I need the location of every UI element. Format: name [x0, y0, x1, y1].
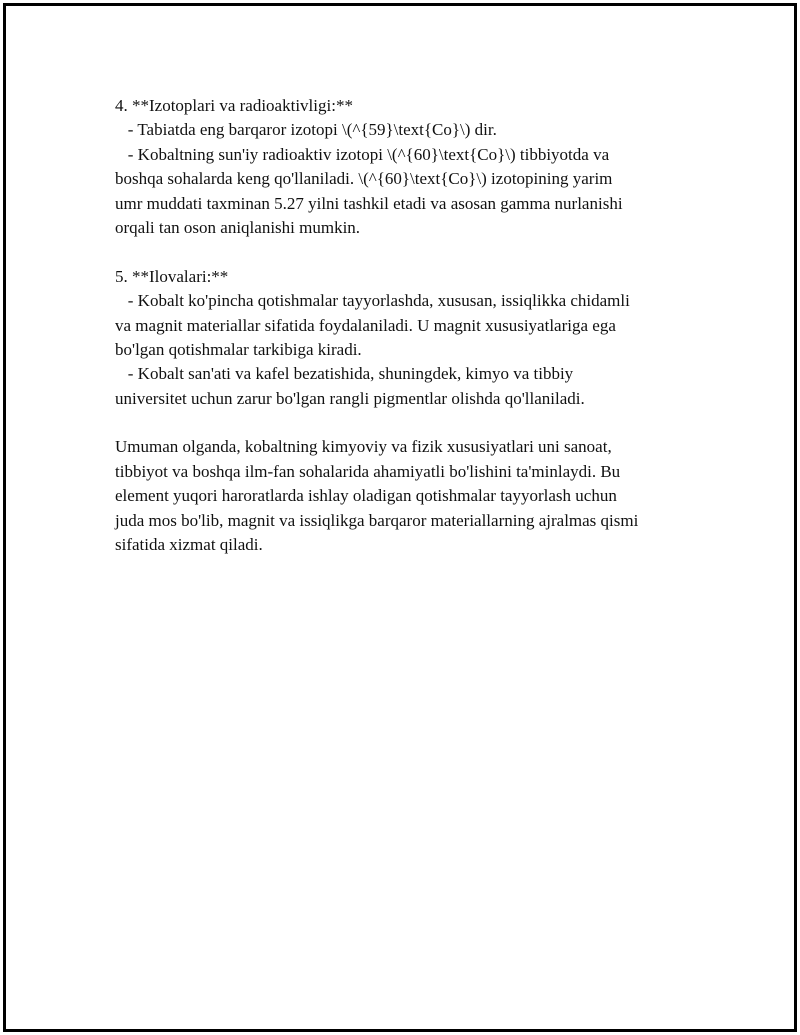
text-line: bo'lgan qotishmalar tarkibiga kiradi.	[115, 339, 362, 359]
section-isotopes	[115, 94, 715, 240]
text-line: orqali tan oson aniqlanishi mumkin.	[115, 217, 361, 237]
text-line: - Tabiatda eng barqaror izotopi \(^{59}\text{Co}\) dir.	[115, 120, 497, 140]
text-line: va magnit materiallar sifatida foydalaniladi. U magnit xususiyatlariga ega	[115, 315, 616, 335]
text-line: umr muddati taxminan 5.27 yilni tashkil etadi va asosan gamma nurlanishi	[115, 193, 623, 213]
paragraph-spacer	[115, 411, 715, 435]
text-line: - Kobalt san'ati va kafel bezatishida, shuningdek, kimyo va tibbiy	[115, 364, 574, 384]
text-line: Umuman olganda, kobaltning kimyoviy va fizik xususiyatlari uni sanoat,	[115, 437, 612, 457]
section-heading-isotopes: 4. **Izotoplari va radioaktivligi:**	[115, 96, 353, 115]
section-heading-applications: 5. **Ilovalari:**	[115, 266, 229, 286]
text-line: boshqa sohalarda keng qo'llaniladi. \(^{60}\text{Co}\) izotopining yarim	[115, 169, 613, 189]
text-line: universitet uchun zarur bo'lgan rangli pigmentlar olishda qo'llaniladi.	[115, 388, 585, 408]
section-applications	[115, 265, 715, 411]
conclusion-paragraph	[115, 435, 715, 557]
text-line: tibbiyot va boshqa ilm-fan sohalarida ahamiyatli bo'lishini ta'minlaydi. Bu	[115, 461, 621, 481]
text-line: element yuqori haroratlarda ishlay oladigan qotishmalar tayyorlash uchun	[115, 486, 617, 506]
text-line: - Kobaltning sun'iy radioaktiv izotopi \(^{60}\text{Co}\) tibbiyotda va	[115, 144, 610, 164]
paragraph-spacer	[115, 240, 715, 264]
document-body	[115, 94, 715, 557]
text-line: juda mos bo'lib, magnit va issiqlikga barqaror materiallarning ajralmas qismi	[115, 510, 639, 530]
text-line: sifatida xizmat qiladi.	[115, 535, 263, 555]
text-line: - Kobalt ko'pincha qotishmalar tayyorlashda, xususan, issiqlikka chidamli	[115, 291, 630, 311]
